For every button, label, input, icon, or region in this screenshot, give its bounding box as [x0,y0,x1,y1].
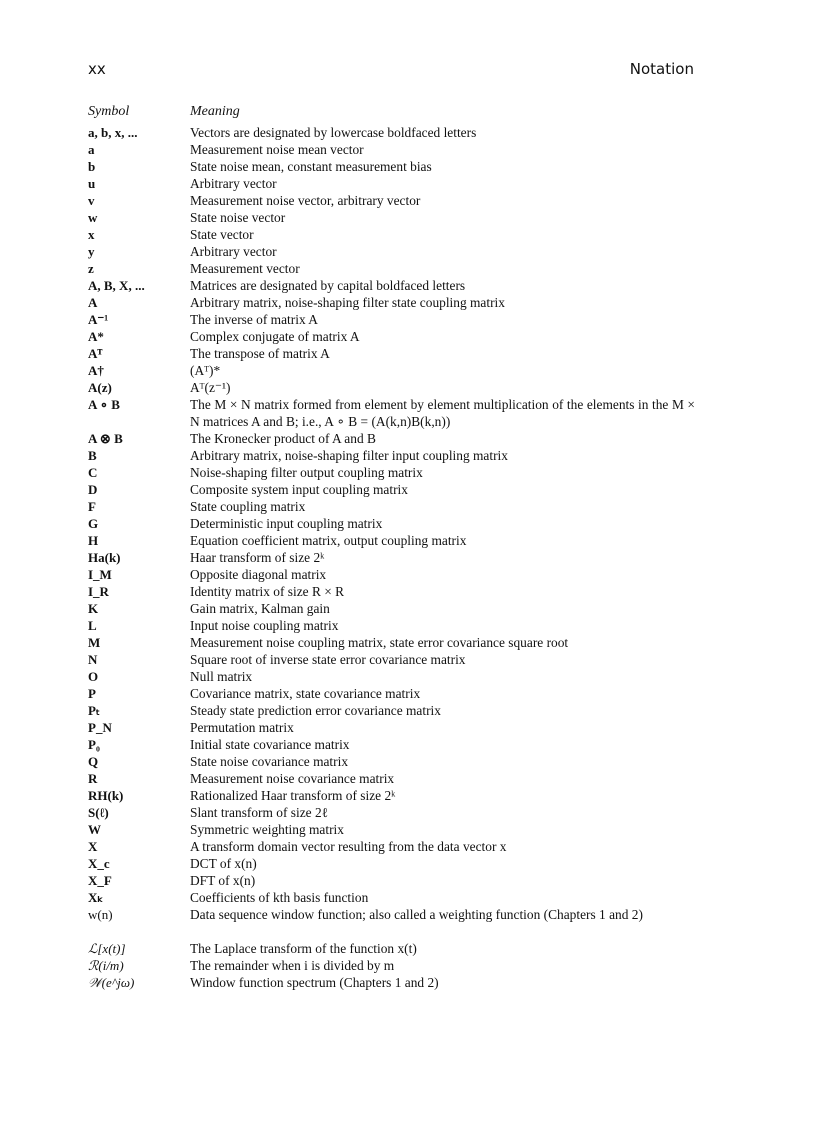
notation-row [0,362,816,379]
notation-row [0,464,816,481]
notation-row [0,617,816,634]
notation-row [0,515,816,532]
notation-row [0,447,816,464]
notation-meaning: State vector [190,227,254,242]
notation-symbol: O [88,669,99,684]
notation-meaning: Measurement noise mean vector [190,142,364,157]
notation-symbol: A, B, X, ... [88,278,145,293]
notation-row [0,243,816,260]
meaning-column-heading: Meaning [190,104,240,119]
notation-meaning: Measurement noise coupling matrix, state error covariance square root [190,635,569,650]
notation-symbol: A⁻¹ [88,312,109,327]
notation-meaning: Rationalized Haar transform of size 2ᵏ [190,788,396,803]
notation-symbol: F [88,499,96,514]
notation-row [0,481,816,498]
notation-meaning: Complex conjugate of matrix A [190,329,360,344]
notation-symbol: H [88,533,99,548]
notation-meaning: Initial state covariance matrix [190,737,350,752]
notation-meaning: Noise-shaping filter output coupling matrix [190,465,423,480]
notation-row [0,634,816,651]
notation-meaning: Square root of inverse state error covariance matrix [190,652,466,667]
notation-symbol: M [88,635,101,650]
notation-meaning: The remainder when i is divided by m [190,958,395,973]
notation-row [0,787,816,804]
notation-symbol: Q [88,754,99,769]
notation-row [0,804,816,821]
notation-symbol: A [88,295,98,310]
notation-row [0,175,816,192]
notation-symbol: ℒ[x(t)] [88,941,126,956]
notation-symbol: Pₜ [88,703,100,718]
notation-row [0,753,816,770]
notation-meaning: The Kronecker product of A and B [190,431,376,446]
notation-symbol: P_N [88,720,112,735]
page-number: xx [88,60,106,78]
notation-meaning: Opposite diagonal matrix [190,567,327,582]
notation-meaning: Gain matrix, Kalman gain [190,601,330,616]
notation-symbol: W [88,822,101,837]
notation-row [0,974,816,991]
notation-meaning: Data sequence window function; also called a weighting function (Chapters 1 and 2) [190,907,643,922]
notation-row [0,702,816,719]
notation-meaning: DCT of x(n) [190,856,257,871]
notation-row [0,294,816,311]
notation-meaning: Arbitrary vector [190,244,277,259]
notation-row [0,600,816,617]
notation-symbol: Xₖ [88,890,103,905]
notation-symbol: y [88,244,95,259]
notation-symbol: Ha(k) [88,550,121,565]
notation-meaning: Window function spectrum (Chapters 1 and 2) [190,975,439,990]
notation-meaning: Vectors are designated by lowercase boldfaced letters [190,125,477,140]
notation-meaning: Measurement noise vector, arbitrary vector [190,193,421,208]
notation-row [0,379,816,396]
notation-row [0,566,816,583]
notation-row [0,668,816,685]
notation-row [0,226,816,243]
notation-symbol: x [88,227,95,242]
notation-meaning: Equation coefficient matrix, output coupling matrix [190,533,467,548]
notation-symbol: v [88,193,95,208]
notation-meaning: The transpose of matrix A [190,346,330,361]
notation-symbol: a, b, x, ... [88,125,138,140]
notation-row [0,209,816,226]
symbol-column-heading: Symbol [88,104,130,119]
notation-symbol: a [88,142,95,157]
notation-meaning: Identity matrix of size R × R [190,584,345,599]
notation-meaning: Input noise coupling matrix [190,618,339,633]
notation-row [0,838,816,855]
notation-meaning: A transform domain vector resulting from the data vector x [190,839,507,854]
notation-symbol: X_F [88,873,112,888]
notation-symbol: Aᵀ [88,346,103,361]
notation-meaning: State noise mean, constant measurement bias [190,159,432,174]
notation-row [0,345,816,362]
notation-symbol: L [88,618,97,633]
notation-symbol: N [88,652,98,667]
notation-row [0,328,816,345]
notation-symbol: S(ℓ) [88,805,109,820]
notation-meaning: State coupling matrix [190,499,306,514]
notation-meaning: Permutation matrix [190,720,294,735]
notation-symbol: A† [88,363,104,378]
notation-symbol: D [88,482,98,497]
notation-meaning: DFT of x(n) [190,873,256,888]
notation-symbol: I_M [88,567,112,582]
notation-meaning: Aᵀ(z⁻¹) [190,380,231,395]
running-header: Notation [629,60,694,78]
notation-meaning: Symmetric weighting matrix [190,822,344,837]
notation-row [0,532,816,549]
notation-row [0,430,816,447]
notation-symbol: b [88,159,96,174]
notation-symbol: C [88,465,98,480]
notation-meaning: (Aᵀ)* [190,363,221,378]
notation-symbol: RH(k) [88,788,124,803]
notation-meaning: Covariance matrix, state covariance matrix [190,686,421,701]
notation-symbol: 𝒲(e^jω) [88,975,135,990]
notation-row [0,277,816,294]
notation-row [0,889,816,906]
notation-meaning: The Laplace transform of the function x(t) [190,941,417,956]
notation-meaning: Arbitrary matrix, noise-shaping filter state coupling matrix [190,295,505,310]
notation-meaning: The inverse of matrix A [190,312,318,327]
notation-row [0,940,816,957]
notation-meaning: Arbitrary matrix, noise-shaping filter input coupling matrix [190,448,508,463]
notation-meaning: Slant transform of size 2ℓ [190,805,329,820]
notation-table [0,124,816,991]
notation-meaning: Coefficients of kth basis function [190,890,369,905]
notation-row [0,821,816,838]
notation-row [0,685,816,702]
notation-meaning: Matrices are designated by capital boldfaced letters [190,278,466,293]
notation-symbol: A ⊗ B [88,431,123,446]
notation-symbol: A ∘ B [88,397,120,412]
notation-symbol: P [88,686,96,701]
notation-meaning: Measurement vector [190,261,300,276]
notation-row [0,141,816,158]
notation-meaning: Haar transform of size 2ᵏ [190,550,325,565]
notation-meaning: State noise vector [190,210,286,225]
notation-row [0,719,816,736]
notation-row [0,124,816,141]
notation-symbol: I_R [88,584,109,599]
notation-symbol: B [88,448,97,463]
notation-meaning: Deterministic input coupling matrix [190,516,383,531]
notation-symbol: w [88,210,98,225]
notation-row [0,192,816,209]
notation-row [0,957,816,974]
notation-meaning: Arbitrary vector [190,176,277,191]
notation-row [0,651,816,668]
notation-symbol: w(n) [88,907,113,922]
notation-symbol: X_c [88,856,110,871]
notation-row [0,498,816,515]
notation-symbol: z [88,261,94,276]
notation-symbol: R [88,771,98,786]
notation-row [0,872,816,889]
notation-symbol: X [88,839,98,854]
notation-row [0,906,816,940]
notation-meaning: Null matrix [190,669,253,684]
notation-symbol: ℛ(i/m) [88,958,124,973]
notation-row [0,770,816,787]
notation-row [0,736,816,753]
notation-symbol: A* [88,329,104,344]
notation-meaning: Steady state prediction error covariance matrix [190,703,441,718]
notation-meaning: The M × N matrix formed from element by element multiplication of the elements in the M × N matrices A and B; i.e., A ∘ B = (A(k,n)B(k,n)) [190,397,695,429]
notation-row [0,549,816,566]
notation-row [0,311,816,328]
notation-row [0,396,816,430]
notation-row [0,583,816,600]
notation-meaning: Measurement noise covariance matrix [190,771,395,786]
notation-row [0,158,816,175]
notation-symbol: K [88,601,99,616]
notation-row [0,855,816,872]
notation-meaning: Composite system input coupling matrix [190,482,408,497]
notation-symbol: u [88,176,96,191]
notation-symbol: P₀ [88,737,100,752]
notation-meaning: State noise covariance matrix [190,754,349,769]
notation-symbol: G [88,516,99,531]
notation-symbol: A(z) [88,380,112,395]
notation-row [0,260,816,277]
